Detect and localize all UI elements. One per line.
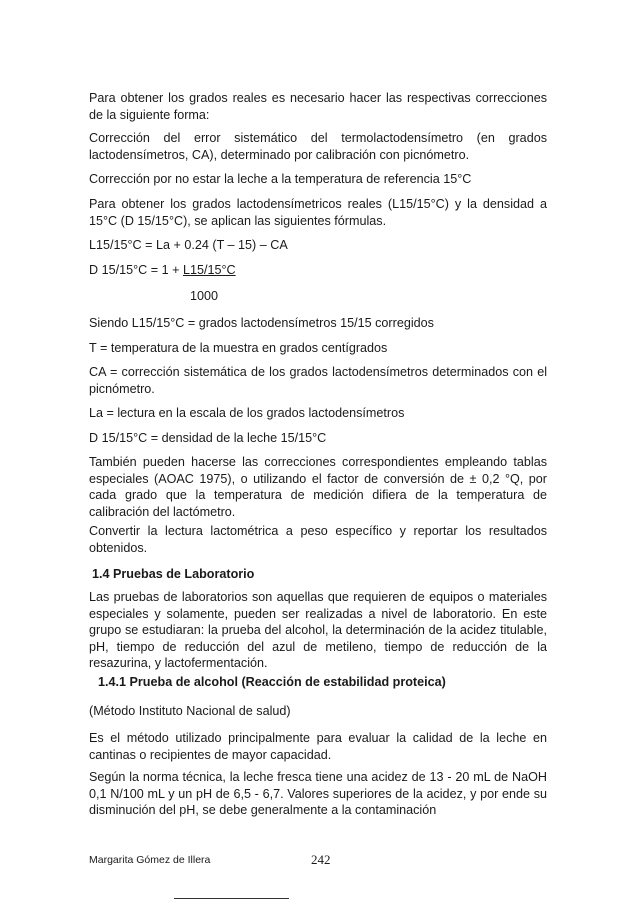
definition-ca: CA = corrección sistemática de los grados lactodensímetros determinados con el picnómetro. (89, 365, 547, 396)
paragraph-intro: Para obtener los grados reales es necesario hacer las respectivas correcciones de la siguiente forma: (89, 91, 547, 122)
section-heading-1-4: 1.4 Pruebas de Laboratorio (92, 567, 255, 581)
paragraph-correction-temperature: Corrección por no estar la leche a la temperatura de referencia 15°C (89, 172, 472, 186)
paragraph-convert: Convertir la lectura lactométrica a peso específico y reportar los resultados obtenidos. (89, 524, 547, 555)
paragraph-method-use: Es el método utilizado principalmente para evaluar la calidad de la leche en cantinas o recipientes de mayor capacidad. (89, 731, 547, 762)
definition-la: La = lectura en la escala de los grados lactodensímetros (89, 406, 405, 420)
footer-divider (174, 898, 289, 899)
formula-l15: L15/15°C = La + 0.24 (T – 15) – CA (89, 238, 288, 252)
paragraph-formulas-intro: Para obtener los grados lactodensímetricos reales (L15/15°C) y la densidad a 15°C (D 15/15°C), se aplican las siguientes fórmulas. (89, 197, 547, 228)
formula-d15 (89, 262, 242, 278)
definition-l15: Siendo L15/15°C = grados lactodensímetros 15/15 corregidos (89, 316, 434, 330)
paragraph-lab-tests: Las pruebas de laboratorios son aquellas que requieren de equipos o materiales especiales y solamente, pueden ser realizadas a nivel de laboratorio. En este grupo se estudiaran: la prueba del alcohol, la determinación de la acidez titulable, pH, tiempo de reducción del azul de metileno, tiempo de reducción de la resazurina, y lactofermentación. (89, 590, 547, 670)
formula-d15-numerator: L15/15°C (182, 263, 236, 277)
definition-t: T = temperatura de la muestra en grados centígrados (89, 341, 388, 355)
paragraph-tables: También pueden hacerse las correcciones correspondientes empleando tablas especiales (AOAC 1975), o utilizando el factor de conversión de ± 0,2 °Q, por cada grado que la temperatura de medición difiera de la temperatura de calibración del lactómetro. (89, 455, 547, 519)
paragraph-norm: Según la norma técnica, la leche fresca tiene una acidez de 13 - 20 mL de NaOH 0,1 N/100 mL y un pH de 6,5 - 6,7. Valores superiores de la acidez, y por ende su disminución del pH, se debe generalmente a la contaminación (89, 770, 547, 817)
formula-d15-denominator: 1000 (190, 289, 219, 303)
page-number: 242 (311, 852, 331, 867)
section-heading-1-4-1: 1.4.1 Prueba de alcohol (Reacción de estabilidad proteica) (98, 675, 446, 689)
definition-d15: D 15/15°C = densidad de la leche 15/15°C (89, 431, 327, 445)
paragraph-correction-error: Corrección del error sistemático del termolactodensímetro (en grados lactodensímetros, CA), determinado por calibración con picnómetro. (89, 131, 547, 162)
formula-d15-left: D 15/15°C = 1 + (89, 263, 183, 277)
paragraph-method: (Método Instituto Nacional de salud) (89, 704, 291, 718)
footer-author: Margarita Gómez de Illera (89, 854, 211, 866)
